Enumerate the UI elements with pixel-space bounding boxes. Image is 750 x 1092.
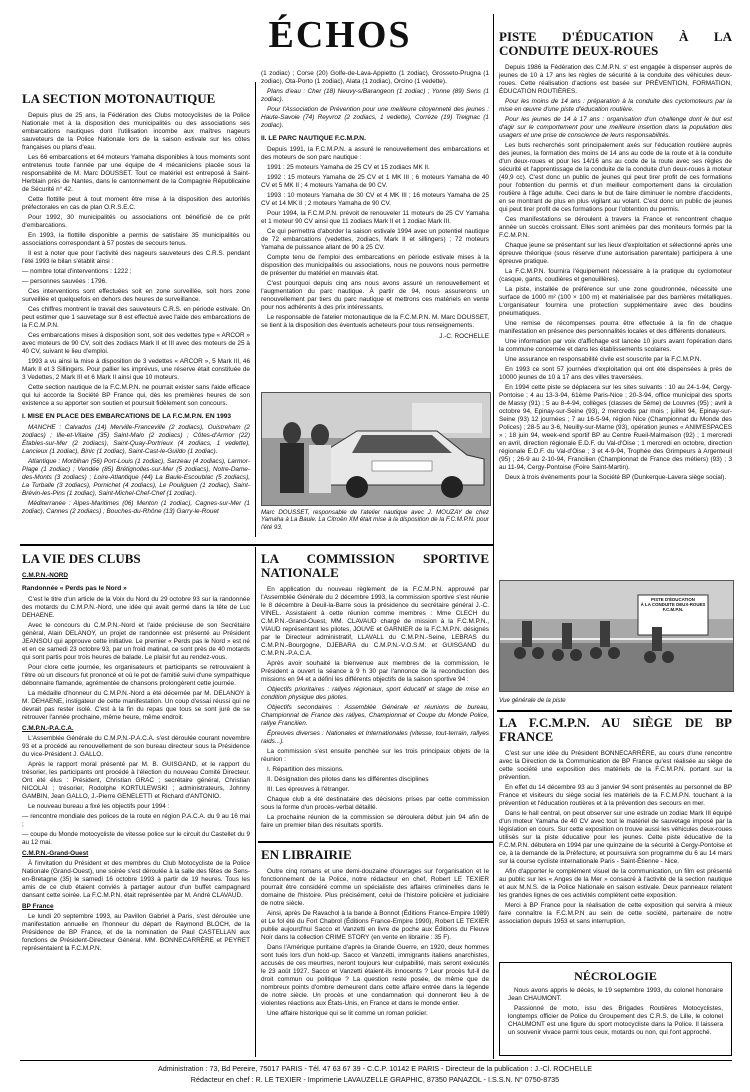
motonautique-title: LA SECTION MOTONAUTIQUE [22,92,216,106]
paragraph: MANCHE : Calvados (14) Merville-Franceville (2 zodiacs), Ouistreham (2 zodiacs) ; Ille-et-Vilaine (35) Saint-Malo (2 zodiacs) ; Côtes-d'Armor (22) Étables-sur-Mer (2 zodiacs), Saint-Quay-Portrieux (4 zodiacs, 1 vedette), Lancieux (1 zodiac), Binic (1 zodiac), Saint-Cast-le-Guildo (1 zodiac). [22,424,250,455]
banner-line: À LA CONDUITE DEUX-ROUES [640,602,706,608]
paragraph: — rencontre mondiale des polices de la route en région P.A.C.A. du 9 au 16 mai ; [22,813,250,828]
paragraph: Les 66 embarcations et 64 moteurs Yamaha disponibles à tous moments sont entretenus toute l'année par une équipe de 4 mécaniciens placée sous la responsabilité de M. Marc DOUSSET. Tout ce matériel est entreposé à Saint-Herblain près de Nantes, dans le cantonnement de la Compagnie Républicaine de Sécurité n° 42. [22,154,250,193]
club-heading: C.M.P.N.-Grand-Ouest [22,850,89,857]
paragraph: En 1994 cette piste se déplacera sur les sites suivants : 10 au 24-1-94, Cergy-Pontoise ; 4 au 13-3-94, 61ème Paris-Nice ; 20-3-94, office municipal des sports de Massy (91) ; 5 au 8-4-94, collèges (classes de 5ème) de Louvres (95) ; avril à octobre 94, Epinay-sur-Seine (93), 2 mercredis par mois ; juillet 94, Epinay-sur-Seine (93) 12 journées ; 7 au 16-5-94, région Nice (Championnat du Monde des Polices) ; 28-5 au 3-6, Neuilly-sur-Marne (93), opération jeunes « ANIM'ESPACES » ; 18 juin 94, week-end sportif BP au Centre Rueil-Malmaison (92) ; 1 mercredi en avril, direction régionale E.D.F. du Val-d'Oise ; 1 mercredi en octobre, direction régionale E.D.F. du Val-d'Oise ; 3 et 4-9-94, Trophée des Grimpeurs à Argenteuil (95) ; 26-9 au 2-10-94, Francilien (Championnat de France des métiers) (93) ; 3 au 11-94, Cergy-Pontoise (Foire Saint-Martin). [499,384,732,471]
list-title: I. MISE EN PLACE DES EMBARCATIONS DE LA F.C.M.P.N. EN 1993 [22,413,232,420]
footer-line-1: Administration : 73, Bd Pereire, 75017 PARIS - Tél. 47 63 67 39 - C.C.P. 10142 E PARIS - Directeur de la publication : J.-Cl. ROCHELLE [157,1064,593,1073]
paragraph: (1 zodiac) ; Corse (20) Golfe-de-Lava-Appietto (1 zodiac), Grosseto-Prugna (1 zodiac), Ota-Porto (1 zodiac), Alata (1 zodiac), Orcino (1 vedette). [261,70,489,85]
paragraph: Chaque jeune se présentant sur les lieux d'exploitation et sélectionné après une épreuve théorique (sous réserve d'une autorisation parentale) participera à une épreuve pratique. [499,242,732,265]
paragraph: En effet du 14 décembre 93 au 3 janvier 94 sont présentés au personnel de BP France et visiteurs du siège social les matériels de la F.C.M.P.N. touchant à la prévention et l'éducation routières et à la prévention des secours en mer. [499,784,732,807]
paragraph: — coupe du Monde motocycliste de vitesse police sur le circuit du Castellet du 9 au 12 mai. [22,831,250,846]
club-heading: BP France [22,903,54,910]
paragraph: Une assurance en responsabilité civile est souscrite par la F.C.M.P.N. [505,356,702,363]
paragraph: 1993 : 10 moteurs Yamaha de 30 CV et 4 MK III ; 16 moteurs Yamaha de 25 CV et 14 MK II ; 2 moteurs Yamaha de 90 CV. [261,192,489,207]
paragraph: Afin d'apporter le complément visuel de la communication, un film est présenté au public sur les « Anges de la Mer » consacré à l'activité de la section nautique et aux M.N.S. de la Police Nationale en saison estivale. Deux panneaux relatent les grandes lignes de ces activités complètent cette exposition. [499,868,732,899]
motonautique-column [22,92,250,540]
footer-line-2: Rédacteur en chef : R. LE TEXIER - Imprimerie LAVAUZELLE GRAPHIC, 87350 PANAZOL - I.S.S.N. N° 0750-8735 [190,1075,560,1084]
siege-title: LA F.C.M.P.N. AU SIÈGE DE BP FRANCE [499,716,732,744]
paragraph: Pour l'Association de Prévention pour une meilleure citoyenneté des jeunes : Haute-Savoie (74) Reyvroz (2 zodiacs, 1 vedette), Corrèze (19) Treignac (1 zodiac). [261,106,489,129]
rando-heading: Randonnée « Perds pas le Nord » [22,585,127,592]
librairie-title: EN LIBRAIRIE [261,848,352,862]
paragraph: Une remise de récompenses pourra être effectuée à la fin de chaque manifestation en présence des personnalités locales et des différents donateurs. [499,320,732,335]
paragraph: En 1993 ce sont 57 journées d'exploitation qui ont été dispensées à près de 10000 jeunes de 10 à 17 ans des villes traversées. [499,366,732,381]
commission-title: LA COMMISSION SPORTIVE NATIONALE [261,552,489,580]
paragraph: L'Assemblée Générale du C.M.P.N.-P.A.C.A. s'est déroulée courant novembre 93 et a procédé au renouvellement de son bureau directeur sous la Présidence du vice-Président J. GALLO. [22,735,250,758]
paragraph: Depuis 1986 la Fédération des C.M.P.N. s' est engagée à dispenser auprès de jeunes de 10 à 17 ans les règles de sécurité à la conduite des véhicules deux-roues. Cette réalisation d'actions est basée sur PRÉVENTION, FORMATION, ÉDUCATION ROUTIÈRES. [499,64,732,95]
paragraph: Pour les moins de 14 ans : préparation à la conduite des cyclomoteurs par la mise en œuvre d'une piste d'éducation routière. [499,98,732,113]
paragraph: C'est pourquoi depuis cinq ans nous avons assuré un renouvellement et l'augmentation du parc nautique. À partir de 94, nous assurerons un renouvellement par tiers du parc nautique et mettrons ces matériels en vente pour nos adhérents à des prix intéressants. [261,280,489,311]
paragraph: Chaque club a été destinataire des décisions prises par cette commission sous la forme d'un procès-verbal détaillé. [261,796,489,811]
section-rule [497,710,732,712]
siege-column [499,716,732,956]
column-rule [255,82,256,537]
paragraph: La F.C.M.P.N. fournira l'équipement nécessaire à la pratique du cyclomoteur (casque, gants, coudières et genouillères). [499,268,732,283]
clubs-column [22,552,250,1057]
necrologie-title: NÉCROLOGIE [574,969,657,983]
column-rule [493,14,494,1059]
car-photo-illustration [262,393,490,505]
banner-line: PISTE D'ÉDUCATION [651,597,695,602]
signature: J.-C. ROCHELLE [439,333,489,340]
piste-title: PISTE D'ÉDUCATION À LA CONDUITE DEUX-ROUES [499,30,732,58]
paragraph: 1993 a vu ainsi la mise à disposition de 3 vedettes « ARCOR », 5 Mark III, 46 Mark II et 3 Sillingers. Pour pallier les imprévus, une réserve était constituée de 3 Vedettes, 2 Mark III et 6 Mark II ainsi que 10 moteurs. [22,358,250,381]
paragraph: Objectifs prioritaires : rallyes régionaux, sport éducatif et stage de mise en condition physique des pilotes. [261,686,489,701]
paragraph: Objectifs secondaires : Assemblée Générale et réunions de bureau, Championnat de France des rallyes, Championnat et Coupe du Monde Police, rallye Francilien. [261,704,489,727]
paragraph: Merci à BP France pour la réalisation de cette exposition qui servira à mieux faire connaître la F.C.M.P.N au sein de cette société, partenaire de notre association depuis 1953 et sans interruption. [499,902,732,925]
section-rule [258,841,493,843]
paragraph: Dans le hall central, on peut observer sur une estrade un zodiac Mark III équipé d'un moteur Yamaha de 40 CV avec tout le matériel de sauvetage imposé par la législation en cours. Sur cette exposition on trouve aussi les véhicules deux-roues utilisés sur la piste éducative pour les jeunes. Cette piste éducative de la F.C.M.P.N. débutera en 1994 par une quinzaine de la sécurité à Cergy-Pontoise et ce, à la demande de la Préfecture, et poursuivra son programme du 6 au 14 mars sur la course cycliste internationale Paris - Saint-Étienne - Nice. [499,810,732,865]
club-heading: C.M.P.N.-NORD [22,572,69,579]
paragraph: Ces manifestations se déroulent à travers la France et rencontrent chaque année un succès croissant. Elles sont animées par des moniteurs formés par la F.C.M.P.N. [499,216,732,239]
paragraph: I. Répartition des missions. [267,766,344,773]
paragraph: Pour 1994, la F.C.M.P.N. prévoit de renouveler 11 moteurs de 25 CV Yamaha et 1 moteur 90 CV ainsi que 11 zodiacs Mark II et 1 zodiac Mark III. [261,210,489,225]
piste-column [499,30,732,575]
paragraph: Cette section nautique de la F.C.M.P.N. ne pourrait exister sans l'aide efficace qui lui accorde la Société BP France qui, dès les premières heures de son existence a su apporter son soutien et poursuit fidèlement son concours. [22,384,250,407]
paragraph: À l'invitation du Président et des membres du Club Motocycliste de la Police Nationale (Grand-Ouest), une soirée s'est déroulée à la salle des fêtes de Sens-en-Bretagne (35) le samedi 16 octobre 1993 à partir de 19 heures. Tous les amis de ce club étaient conviés à partager autour d'un buffet campagnard dansant cette soirée. La F.C.M.P.N. était représentée par M. André CLAVAUD. [22,860,250,899]
paragraph: III. Les épreuves à l'étranger. [267,786,350,793]
paragraph: La médaille d'honneur du C.M.P.N.-Nord a été décernée par M. DELANOY à M. DEHAENE, instigateur de cette manifestation. Un coup d'essai réussi qui ne devrait pas rester isolé. C'est à la fin du repas que tous se sont juré de se retrouver l'année prochaine, même heure, même endroit. [22,690,250,721]
paragraph: Le responsable de l'atelier motonautique de la F.C.M.P.N. M. Marc DOUSSET, se tient à la disposition des éventuels acheteurs pour tous renseignements. [261,314,489,329]
paragraph: Pour 1992, 30 municipalités ou associations ont bénéficié de ce prêt d'embarcations. [22,214,250,229]
paragraph: Ainsi, après De Ravachol à la bande à Bonnot (Éditions France-Empire 1989) et Le fol été du Fort Chabrol (Éditions France-Empire 1990), Robert LE TEXIER publie aujourd'hui Sacco et Vanzetti en livre de poche aux Éditions du Fleuve Noir dans la collection CRIME STORY (en vente en librairie : 35 F). [261,910,489,941]
paragraph: Le nouveau bureau a fixé les objectifs pour 1994 : [28,803,170,810]
paragraph: Ce qui permettra d'aborder la saison estivale 1994 avec un potentiel nautique de 72 embarcations (vedettes, zodiacs, Mark II et sillingers) ; 72 moteurs Yamaha de puissance allant de 90 à 25 CV. [261,228,489,251]
paragraph: C'est sur une idée du Président BONNECARRÈRE, au cours d'une rencontre avec la Direction de la Communication de BP France qu'est réalisée au siège de cette société une exposition des matériels de la F.C.M.P.N. portant sur la prévention. [499,750,732,781]
paragraph: Ces interventions sont effectuées soit en zone surveillée, soit hors zone surveillée et quelquefois en dehors des heures de surveillance. [22,288,250,303]
parc-title: II. LE PARC NAUTIQUE F.C.M.P.N. [261,135,366,142]
commission-column [261,552,489,838]
paragraph: — personnes sauvées : 1796. [22,278,107,285]
paragraph: Outre cinq romans et une demi-douzaine d'ouvrages sur l'organisation et le fonctionnement de la Police, notre rédacteur en chef, Robert LE TEXIER pourrait être considéré comme un spécialiste des affaires criminelles dans le domaine de l'histoire. Plus précisément, celui de l'histoire policière et judiciaire de notre siècle. [261,868,489,907]
paragraph: Le lundi 20 septembre 1993, au Pavillon Gabriel à Paris, s'est déroulée une manifestation annuelle en l'honneur du départ de Raymond BLOCH, de la Présidence de BP France, et de la nomination de Paul CASTELLAN aux fonctions de Président-Directeur Général. MM. BONNECARRÈRE et PEYRET représentaient la F.C.M.P.N. [22,913,250,952]
car-photo-caption: Marc DOUSSET, responsable de l'atelier nautique avec J. MOUZAY de chez Yamaha à La Baule. La Citroën XM était mise à la disposition de la F.C.M.P.N. pour l'été 93. [261,509,489,531]
paragraph: Une information par voix d'affichage est lancée 10 jours avant l'opération dans la commune concernée et dans les établissements scolaires. [499,338,732,353]
paragraph: Pour clore cette journée, les organisateurs et participants se retrouvaient à l'être où un discours fut prononcé et où le pot de l'amitié suivi d'une sympathique débonnaire flamande, agrémentée de chansons prolongèrent cette journée. [22,664,250,687]
section-rule [20,544,493,546]
paragraph: Avec le concours du C.M.P.N.-Nord et l'aide précieuse de son Secrétaire général, Alain DELANOY, un projet de randonnée est présenté au Président JEANSOU qui approuve cette initiative. Le premier « Perds pas le Nord » est né et en ce samedi 23 octobre 93, par un froid matinal, ce sont près de 40 motards qui sont partis pour trois heures de balade. Le plaisir fut au rendez-vous. [22,622,250,661]
footer-rule [20,1060,732,1061]
paragraph: Ces embarcations mises à disposition sont, soit des vedettes type « ARCOR » avec moteurs de 90 CV, soit des zodiacs Mark II et III avec des moteurs de 25 à 40 CV, suivant le lieu d'emploi. [22,332,250,355]
paragraph: Plans d'eau : Cher (18) Neuvy-s/Barangeon (1 zodiac) ; Yonne (89) Sens (1 zodiac). [261,88,489,103]
paragraph: — nombre total d'interventions : 1222 ; [22,268,132,275]
piste-photo-caption: Vue générale de la piste [499,697,566,704]
paragraph: Depuis 1991, la F.C.M.P.N. a assuré le renouvellement des embarcations et des moteurs de son parc nautique : [261,146,489,161]
librairie-column [261,848,489,1056]
paragraph: Deux à trois événements pour la Société BP (Dunkerque-Lavera siège social). [505,474,727,481]
club-heading: C.M.P.N.-P.A.C.A. [22,725,74,732]
paragraph: Méditerranée : Alpes-Maritimes (06) Menton (1 zodiac), Cagnes-sur-Mer (1 zodiac), Cannes (2 zodiacs) ; Bouches-du-Rhône (13) Garry-le-Rouet [22,500,250,515]
paragraph: La prochaine réunion de la commission se déroulera début juin 94 afin de faire un premier bilan des résultats sportifs. [261,814,489,829]
paragraph: En application du nouveau règlement de la F.C.M.P.N. approuvé par l'Assemblée Générale du 2 décembre 1993, la commission sportive s'est réunie le 8 décembre à Deuil-la-Barre sous la présidence du secrétaire général J.-C. VINEL. Assistaient à cette réunion comme membres : Mme CLECH du C.M.P.N.-Grand-Ouest, MM. CLAVAUD chargé de mission à la F.C.M.P.N., VIAUD représentant les pilotes, JOUVE et GARNIER de la F.C.M.P.N. désignés par le Directeur administratif, LLAVALL du C.M.P.N.-Seine, LEBRAS du C.M.P.N.-Bourgogne, DJEBARA du C.M.P.N.-V.O.S.M. et GUISGAND du C.M.P.N.-P.A.C.A. [261,586,489,657]
paragraph: Dans l'Amérique puritaine d'après la Grande Guerre, en 1920, deux hommes sont tués lors d'un hold-up. Sacco et Vanzetti, immigrants italiens anarchistes, accusés de ces meurtres, neront toujours leur culpabilité, mais seront exécutés le 23 août 1927. Sacco et Vanzetti étaient-ils innocents ? Leur procès fut-il de droit commun ou politique ? La question reste posée, de même que de nombreux points d'ombre demeurent dans cette affaire entrée dans la légende de notre siècle. Un procès et une condamnation qui donneront lieu à de violentes réactions aux États-Unis, en France et dans le monde entier. [261,944,489,1007]
banner-line: F.C.M.P.N. [662,607,684,613]
paragraph: 1992 : 15 moteurs Yamaha de 25 CV et 1 MK III ; 6 moteurs Yamaha de 40 CV et 5 MK II ; 4 moteurs Yamaha de 90 CV. [261,174,489,189]
parc-column [261,70,489,388]
paragraph: La commission s'est ensuite penchée sur les trois principaux objets de la réunion : [261,748,489,763]
paragraph: La piste, installée de préférence sur une zone goudronnée, nécessite une surface de 1000 m² (100 × 100 m) et matérialisée par des barrières métalliques. L'organisateur fournira une protection supplémentaire avec des boudins pneumatiques. [499,286,732,317]
paragraph: Les buts recherchés sont principalement axés sur l'éducation routière auprès des jeunes, la formation des moins de 14 ans au code de la route et à la conduite d'un deux-roues et pour les 14/16 ans au code de la route avec ses règles de sécurité et l'apprentissage de la conduite de la conduite d'un deux-roues à moteur (49,9 cc). C'est donc un public de jeunes qui peut tirer profit de ces formations pour l'obtention du permis et d'un meilleur comportement dans la circulation routière à l'âge adulte. Ceci dans le but de faire diminuer le nombre d'accidents, en se montrant de plus en plus vigilant au volant. C'est donc un public de jeunes qui peut tirer profit de ces formations pour l'obtention du permis. [499,142,732,213]
paragraph: Compte tenu de l'emploi des embarcations en période estivale mises à la disposition des municipalités ou associations, nous ne pouvons nous permettre de présenter du matériel en mauvais état. [261,254,489,277]
masthead: ÉCHOS [268,14,412,56]
necrologie-text [508,987,723,1037]
necrologie-box [499,962,732,1056]
paragraph: En 1993, la flottille disponible a permis de satisfaire 35 municipalités ou associations correspondant à 57 postes de secours tenus. [22,232,250,247]
paragraph: II. Désignation des pilotes dans les différentes disciplines [267,776,429,783]
paragraph: Depuis plus de 25 ans, la Fédération des Clubs motocyclistes de la Police Nationale met à la disposition des municipalités ou des associations ses embarcations nautiques dont l'utilisation incombe aux maîtres nageurs sauveteurs de la Police Nationale lors de la saison estivale sur les côtes françaises ou plans d'eau. [22,112,250,151]
paragraph: 1991 : 25 moteurs Yamaha de 25 CV et 15 zodiacs MK II. [267,164,430,171]
paragraph: Il est à noter que pour l'activité des nageurs sauveteurs des C.R.S. pendant l'été 1993 le bilan s'établit ainsi : [22,250,250,265]
paragraph: Ces chiffres montrent le travail des sauveteurs C.R.S. en période estivale. On peut estimer que 1 sauvetage sur 8 est effectué avec l'aide des embarcations de la F.C.M.P.N. [22,306,250,329]
piste-photo [499,580,734,692]
paragraph: Une affaire historique qui se lit comme un roman policier. [267,1010,428,1017]
paragraph: C'est le titre d'un article de la Voix du Nord du 29 octobre 93 sur la randonnée des motards du C.M.P.N.-Nord, une idée qui avait germé dans la tête de Luc DEHAENE. [22,596,250,619]
paragraph: Nous avons appris le décès, le 19 septembre 1993, du colonel honoraire Jean CHAUMONT. [508,987,723,1002]
car-photo [261,392,491,506]
piste-banner [640,597,706,613]
paragraph: Atlantique : Morbihan (56) Port-Louis (1 zodiac), Sarzeau (4 zodiacs), Larmor-Plage (1 zodiac) ; Vendée (85) Brétignolles-sur-Mer (5 zodiacs), Notre-Dame-des-Monts (3 zodiacs) ; Loire-Atlantique (44) La Baule-Escoublac (5 zodiacs), La Turballe (3 zodiacs), Pornichet (4 zodiacs), Le Pouliguen (1 zodiac), Saint-Brévin-les-Pins (1 zodiac), Saint-Michel-Chef-Chef (1 zodiac). [22,458,250,497]
paragraph: Pour les jeunes de 14 à 17 ans : organisation d'un challenge dont le but est d'agir sur le comportement pour une meilleure insertion dans la population des usagers et une prise de conscience de leurs responsabilités. [499,116,732,139]
paragraph: Épreuves diverses : Nationales et Internationales (vitesse, tout-terrain, rallyes raids...). [261,730,489,745]
column-rule [255,547,256,1057]
paragraph: Après avoir souhaité la bienvenue aux membres de la commission, le Président a ouvert la séance à 9 h 30 par l'annonce de la reconduction des missions en 94 et a défini les différents objectifs de la saison sportive 94 : [261,660,489,683]
paragraph: Passionné de moto, issu des Brigades Routières Motocyclistes, longtemps officier de Police du Groupement des C.R.S. de Lille, le colonel CHAUMONT est une figure du sport motocycliste dans la Police. Il laissera un souvenir vivace parmi tous ceux, motards ou non, qui l'ont approché. [508,1005,723,1036]
paragraph: Après le rapport moral présenté par M. B. GUISGAND, et le rapport du trésorier, les participants ont procédé à l'élection du nouveau Comité Directeur. Ont été élus : Président, Christian GRAC ; secrétaire général, Christian NICOLAI ; trésorier, Rodolphe KORTULEWSKI ; administrateurs, Johnny GAMBIN, Jean GALLO, J.-Pierre GENELETTI et Richard d'ANTONIO. [22,761,250,800]
paragraph: Cette flottille peut à tout moment être mise à la disposition des autorités préfectorales en cas de plan O.R.S.E.C. [22,196,250,211]
clubs-title: LA VIE DES CLUBS [22,552,141,566]
